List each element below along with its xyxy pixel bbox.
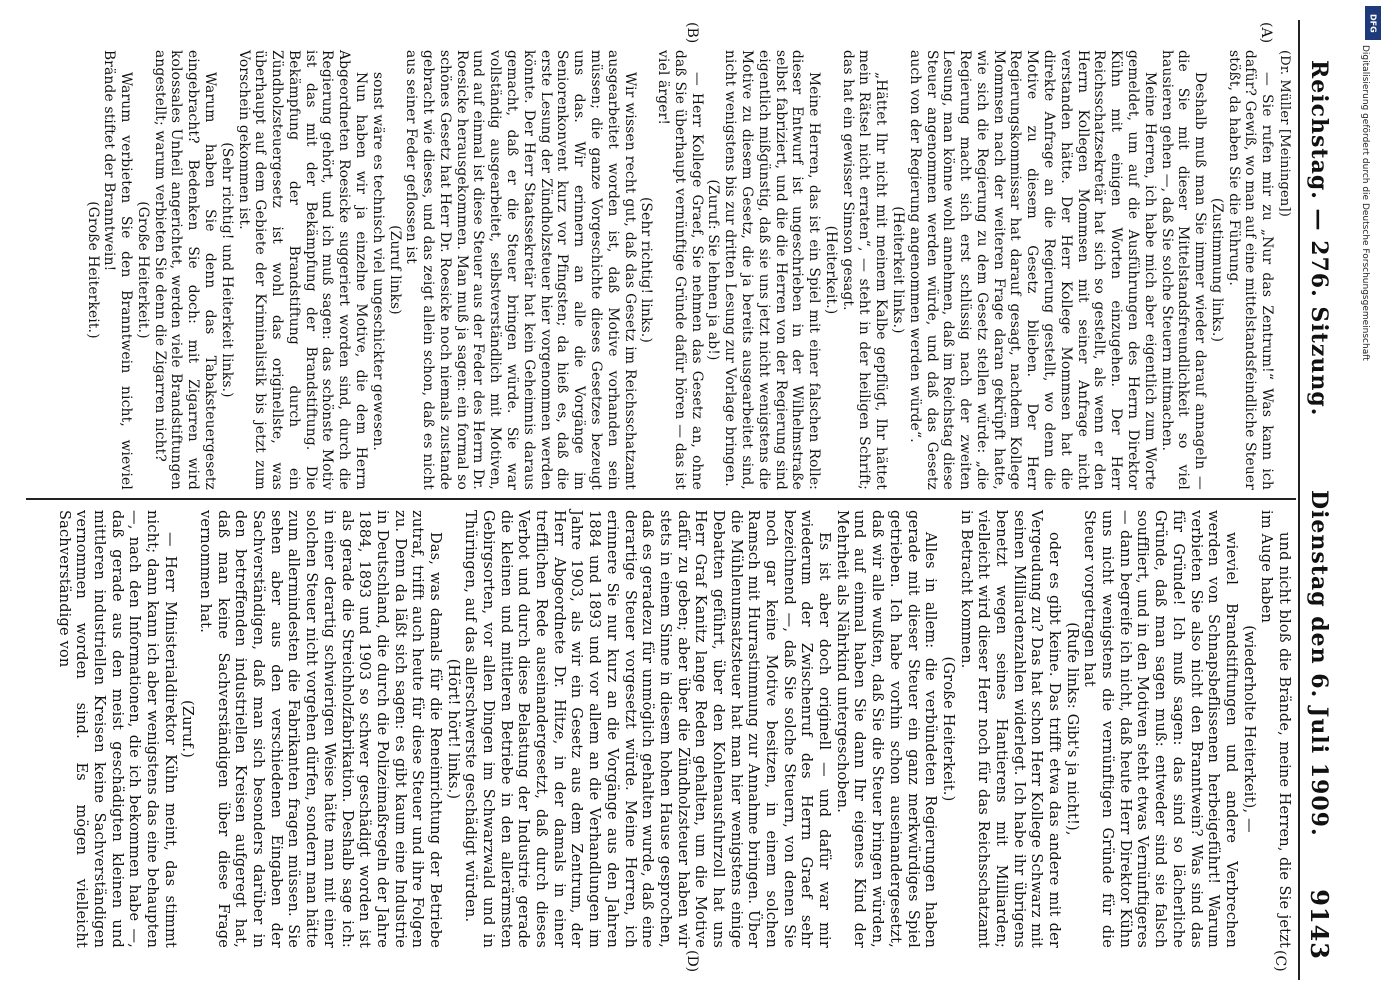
left-paragraph: Wir wissen recht gut, daß das Gesetz im Reichsschatzamt ausgearbeitet worden ist, daß Motive vorhanden sein müssen; die ganze Vorgeschichte dieses Gesetzes bezeugt uns das. Wir erinnern an alle die Vorgänge im Seniorenkonvent kurz vor Pfingsten; da hieß es, daß die erste Lesung der Zündholzsteuer hier vorgenommen werden könnte. Der Herr Staatssekretär hat kein Geheimnis daraus gemacht, daß er die Steuer bringen würde. Sie war vollständig ausgearbeitet, selbstverständlich mit Motiven, und auf einmal ist diese Steuer aus der Feder des Herrn Dr. Roesicke herausgekommen. Man muß ja sagen: ein formal so schönes Gesetz hat Herr Dr. Roesicke noch niemals zustande gebracht wie dieses, und das zeigt allein schon, daß es nicht aus seiner Feder geflossen ist	[403, 50, 638, 490]
right-paragraph: Das, was damals für die Reneinrichtung der Betriebe zutraf, trifft auch heute für diese Steuer und ihre Folgen zu. Denn da läßt sich sagen: es gibt kaum eine Industrie in Deutschland, die durch die Polizeimaßregeln der Jahre 1884, 1893 und 1903 so schwer geschädigt worden ist als gerade die Streichholzfabrikation. Deshalb sage ich: in einer derartig schwierigen Weise hätte man mit einer solchen Steuer nicht vorgehen dürfen, sondern man hätte zum allermindesten die Fabrikanten fragen müssen. Sie sehen aber aus den verschiedenen Eingaben der Sachverständigen, daß man sich besonders darüber in den betreffenden industriellen Kreisen aufgeregt hat, daß man keine Sachverständigen über diese Frage vernommen hat.	[197, 510, 443, 948]
digitization-notice	[1360, 45, 1370, 361]
digitization-notice-text: Digitalisierung gefördert durch die Deutsche Forschungsgemeinschaft	[1360, 45, 1370, 361]
header-rule	[1298, 20, 1300, 980]
left-text-column	[27, 50, 1292, 490]
page-number: 9143	[1305, 889, 1334, 960]
right-paragraph: Es ist aber doch originell — und dafür war mir wiederum der Zwischenruf des Herrn Graef sehr bezeichnend —, daß Sie solche Steuern, von denen Sie noch gar keine Motive besitzen, in einem solchen Ramsch mit Hurrastimmung zur Annahme bringen. Über die Mühlenumsatzsteuer hat man hier wenigstens einige Debatten geführt, über den Kohlenausfuhrzoll hat uns Herr Graf Kanitz lange Reden gehalten, um die Motive dafür zu geben; aber über die Zündholzsteuer haben wir stets in einem Sinne in diesem hohen Hause gesprochen, daß es geradezu für unmöglich gehalten wurde, daß eine derartige Steuer vorgesetzt würde. Meine Herren, ich erinnere Sie nur kurz an die Vorgänge aus den Jahren 1884 und 1893 und vor allem an die Verhandlungen im Jahre 1903, als wir ein Gesetz aus dem Zentrum, der Herr Abgeordnete Dr. Hitze, in der damals in einer trefflichen Rede auseinandergesetzt, daß durch dieses Verbot und durch diese Belastung der Industrie gerade die kleinen und mittleren Betriebe in den allerärmsten Gebirgsorten, vor allen Dingen im Schwarzwald und in Thüringen, auf das allerschwerste geschädigt würden.	[462, 510, 833, 948]
left-remark: (Große Heiterkeit.)	[134, 201, 151, 339]
left-paragraph: Warum verbieten Sie den Branntwein nicht, wieviel Brände stiftet der Branntwein!	[101, 50, 135, 490]
margin-marker-d: (D)	[684, 950, 700, 973]
dfg-logo	[1365, 6, 1381, 40]
speaker-line: (Dr. Müller [Meiningen])	[1277, 50, 1292, 218]
left-remark: (Zuruf: Sie lehnen ja ab!)	[705, 179, 722, 361]
margin-marker-c: (C)	[1272, 950, 1288, 972]
left-paragraph: Meine Herren, das ist ein Spiel mit einer falschen Rolle: dieser Entwurf ist ungeschrieben in der Wilhelmstraße selbst fabriziert, und die die Herren von der Regierung sind eigentlich mißgünstig, daß sie uns jetzt nicht wenigstens die Motive zu diesem Gesetz, die ja bereits ausgearbeitet sind, nicht wenigstens bis zur dritten Lesung zur Vorlage bringen.	[722, 50, 823, 490]
left-paragraph: Deshalb muß man Sie immer wieder darauf annageln — die Sie mit dieser Mittelstandsfreundlichkeit so viel hausieren gehen —, daß Sie solche Steuern mitmachen.	[1158, 50, 1209, 490]
right-remark: (wiederholte Heiterkeit), —	[1240, 625, 1257, 833]
header-date: Dienstag den 6. Juli 1909.	[1306, 490, 1332, 837]
right-remark: (Hört! hört! links.)	[444, 658, 461, 800]
right-paragraph: und nicht bloß die Brände, meine Herren, die Sie jetzt im Auge haben	[1258, 510, 1292, 948]
right-paragraph: oder es gibt keine. Das trifft etwa das andere mit der Vergeudung zu? Das hat schon Herr Kollege Schwarz mit seinen Milliardenzahlen widerlegt. Ich habe ihr übrigens benetzt wegen seines Hantierens mit Milliarden; vielleicht wird dieser Herr noch für das Reichsschatzamt in Betracht kommen.	[957, 510, 1063, 948]
left-paragraph: Meine Herren, ich habe mich aber eigentlich zum Worte gemeldet, um auf die Ausführungen des Herrn Direktor Kühn mit einigen Worten einzugehen. Der Herr Reichsschatzsekretär hat sich so gestellt, als wenn er den Herrn Kollegen Mommsen mit seiner Anfrage nicht verstanden hätte. Der Herr Kollege Mommsen hat die direkte Anfrage an die Regierung gestellt, wo denn die Motive zu diesem Gesetz blieben. Der Herr Regierungskommissar hat darauf gesagt, nachdem Kollege Mommsen nach der weiteren Frage daran gekrüpft hatte, wie sich die Regierung zu dem Gesetz stellen würde: „die Regierung macht sich erst schlüssig nach der zweiten Lesung, man könne wohl annehmen, daß im Reichstag diese Steuer angenommen werden würde, und daß das Gesetz auch von der Regierung angenommen werden würde“.	[906, 50, 1158, 490]
right-paragraph: — Herr Ministerialdirektor Kühn meint, das stimmt nicht; dann kann ich aber wenigstens das eine behaupten —, nach den Informationen, die ich bekommen habe —, daß gerade aus den meist geschädigten kleinen und mittleren industriellen Kreisen keine Sachverständigen vernommen worden sind. Es mögen vielleicht Sachverständige von	[55, 510, 178, 948]
column-divider	[26, 498, 1296, 500]
right-remark: (Zuruf.)	[179, 699, 196, 759]
right-paragraph: wieviel Brandstiftungen und andere Verbrechen werden von Schnapsbeflissenen herbeigeführt! Warum verbieten Sie also nicht den Branntwein? Was sind das für Gründe! Ich muß sagen: das sind so lächerliche Gründe, daß man sagen muß: entweder sind sie falsch souffliert, und in den Motiven steht etwas Vernünftigeres — dann begreife ich nicht, daß heute Herr Direktor Kühn uns nicht wenigstens die vernünftigen Gründe für die Steuer vorgetragen hat	[1081, 510, 1239, 948]
left-remark: (Sehr richtig! links.)	[638, 196, 655, 344]
left-paragraph: Warum haben Sie denn das Tabaksteuergesetz eingebracht? Bedenken Sie doch: mit Zigarren wird kolossales Unheil angerichtet, werden viele Brandstiftungen angestellt; warum verbieten Sie denn die Zigarren nicht?	[151, 50, 218, 490]
margin-marker-a: (A)	[1258, 22, 1274, 44]
page-header	[1300, 20, 1340, 980]
margin-marker-b: (B)	[684, 22, 700, 44]
right-remark: (Große Heiterkeit.)	[939, 656, 956, 802]
right-text-column	[27, 510, 1292, 948]
left-paragraph: — Sie rufen mir zu „Nur das Zentrum!“ Was kann ich dafür? Gewiß, wo man auf eine mittelstandsfeindliche Steuer stößt, da haben Sie die Führung.	[1225, 50, 1276, 490]
newspaper-page	[20, 20, 1340, 980]
left-paragraph: — Herr Kollege Graef, Sie nehmen das Gesetz an, ohne daß Sie überhaupt vernünftige Gründe dafür hören — das ist viel ärger!	[655, 50, 705, 490]
right-remark: (Rufe links: Gibt's ja nicht!),	[1063, 622, 1080, 836]
dfg-logo-text: DFG	[1368, 13, 1378, 33]
left-paragraph: sonst wäre es technisch viel ungeschickter gewesen.	[369, 72, 386, 452]
left-paragraph: „Hättet Ihr nicht mit meinem Kalbe gepflügt, Ihr hättet mein Rätsel nicht erraten“, — steht in der heiligen Schrift; das hat ein gewisser Simson gesagt.	[839, 50, 890, 490]
left-remark: (Große Heiterkeit.)	[84, 201, 101, 339]
left-remark: (Zustimmung links.)	[1208, 197, 1225, 343]
right-paragraph: Alles in allem: die verbündeten Regierungen haben gerade mit dieser Steuer ein ganz merkwürdiges Spiel getrieben. Ich habe vorhin schon auseinandergesetzt, daß wir alle wußten, daß Sie die Steuer bringen würden, und auf einmal haben Sie dann Ihr eigenes Kind der Mehrheit als Nährkind untergeschoben.	[833, 510, 939, 948]
left-remark: (Heiterkeit links.)	[890, 206, 907, 334]
header-session-title: Reichstag. — 276. Sitzung.	[1306, 60, 1332, 417]
left-remark: (Heiterkeit.)	[822, 225, 839, 315]
left-remark: (Zuruf links)	[386, 225, 403, 315]
left-paragraph: Nun haben wir ja einzelne Motive, die dem Herrn Abgeordneten Roesicke suggeriert worden sind, durch die Regierung gehört, und ich muß sagen: das schönste Motiv ist das mit der Bekämpfung der Brandstiftung. Die Bekämpfung der Brandstiftung durch ein Zündholzsteuergesetz ist wohl das originellste, was überhaupt auf dem Gebiete der Kriminalistik bis jetzt zum Vorschein gekommen ist.	[235, 50, 370, 490]
left-remark: (Sehr richtig! und Heiterkeit links.)	[218, 142, 235, 398]
